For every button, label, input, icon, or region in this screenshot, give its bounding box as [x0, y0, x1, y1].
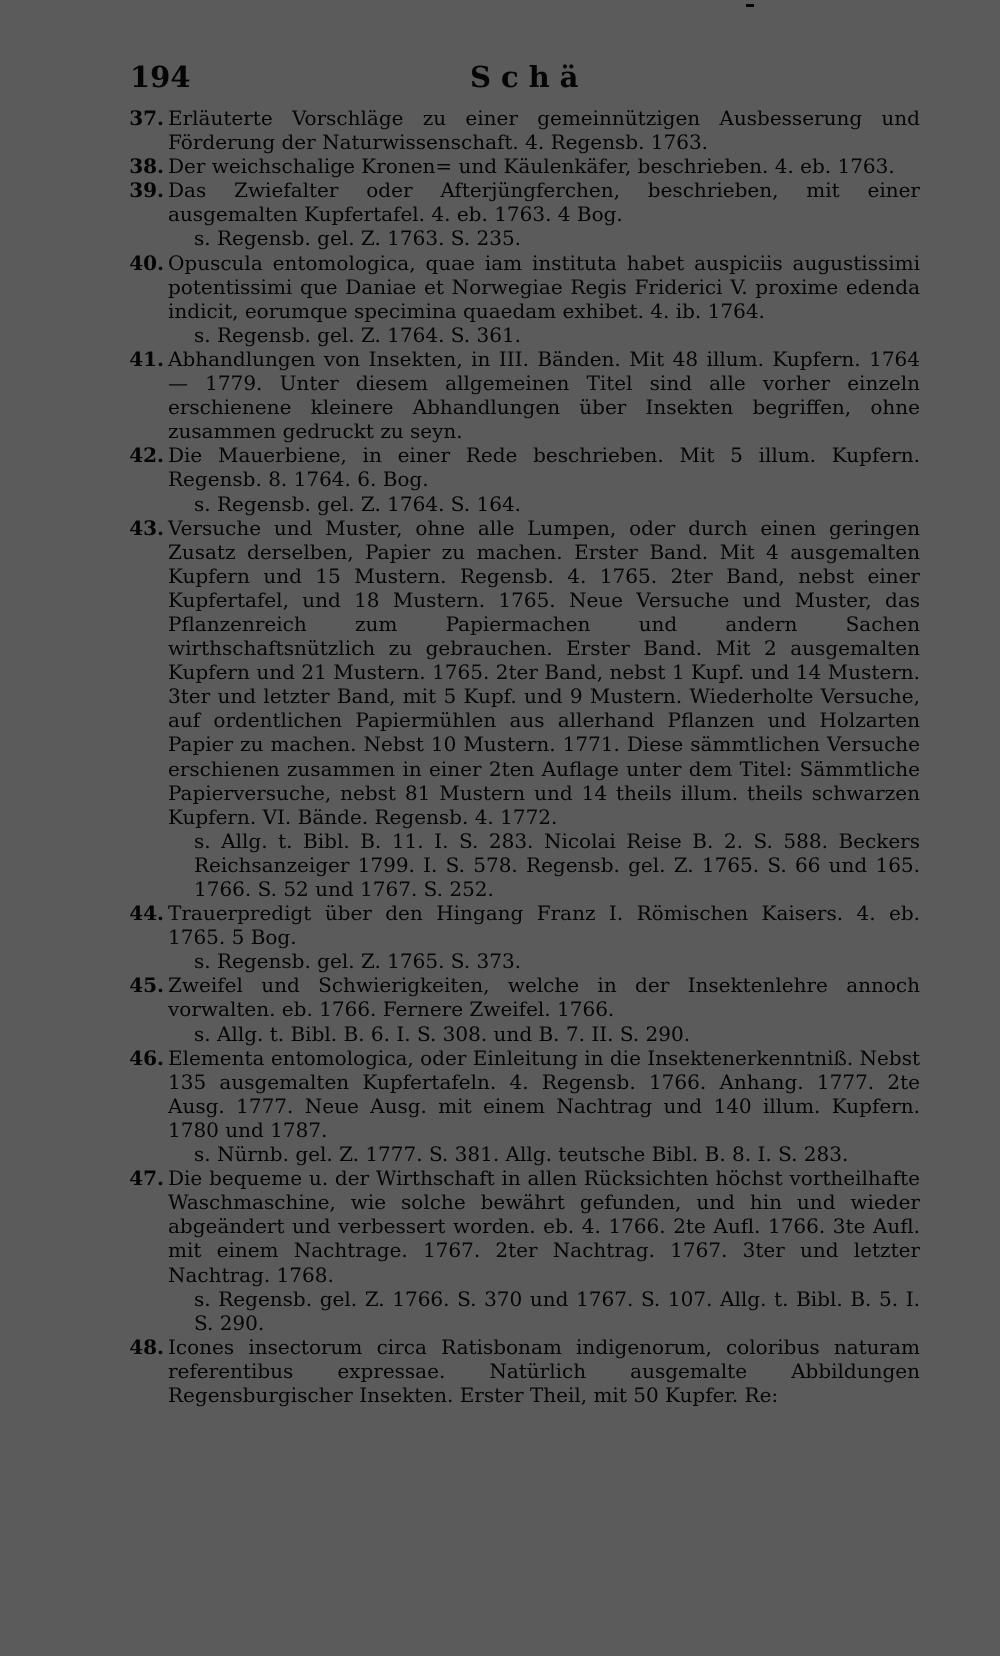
entry-text: Erläuterte Vorschläge zu einer gemeinnützigen Ausbesserung und Förderung der Naturwissenschaft. 4. Regensb. 1763.: [168, 106, 920, 155]
entry-text: Das Zwiefalter oder Afterjüngferchen, beschrieben, mit einer ausgemalten Kupfertafel. 4. eb. 1763. 4 Bog.: [168, 178, 920, 227]
entry-reference: s. Regensb. gel. Z. 1764. S. 361.: [194, 322, 522, 347]
bibliography-list: [108, 106, 920, 1407]
entry-number: 37.: [129, 106, 164, 130]
entry-reference: s. Regensb. gel. Z. 1766. S. 370 und 1767. S. 107. Allg. t. Bibl. B. 5. I. S. 290.: [194, 1286, 920, 1335]
entry-number: 38.: [129, 154, 164, 179]
entry-number: 46.: [129, 1045, 164, 1070]
bibliography-entry: [108, 106, 920, 154]
bibliography-entry: [108, 178, 920, 250]
entry-number: 43.: [129, 515, 164, 540]
entry-number: 40.: [129, 250, 164, 275]
page-header: [130, 60, 920, 104]
entry-reference: s. Regensb. gel. Z. 1764. S. 164.: [194, 491, 522, 516]
entry-text: Elementa entomologica, oder Einleitung in die Insektenerkenntniß. Nebst 135 ausgemalten Kupfertafeln. 4. Regensb. 1766. Anhang. 1777. 2te Ausg. 1777. Neue Ausg. mit einem Nachtrag und 140 illum. Kupfern. 1780 und 1787.: [168, 1045, 920, 1142]
entry-number: 45.: [129, 973, 164, 998]
page-number: 194: [130, 60, 191, 94]
entry-text: Versuche und Muster, ohne alle Lumpen, oder durch einen geringen Zusatz derselben, Papier zu machen. Erster Band. Mit 4 ausgemalten Kupfern und 15 Mustern. Regensb. 4. 1765. 2ter Band, nebst einer Kupfertafel, und 18 Mustern. 1765. Neue Versuche und Muster, das Pflanzenreich zum Papiermachen und andern Sachen wirthschaftsnützlich zu gebrauchen. Erster Band. Mit 2 ausgemalten Kupfern und 21 Mustern. 1765. 2ter Band, nebst 1 Kupf. und 14 Mustern. 3ter und letzter Band, mit 5 Kupf. und 9 Mustern. Wiederholte Versuche, auf ordentlichen Papiermühlen aus allerhand Pflanzen und Holzarten Papier zu machen. Nebst 10 Mustern. 1771. Diese sämmtlichen Versuche erschienen zusammen in einer 2ten Auflage unter dem Titel: Sämmtliche Papierversuche, nebst 81 Mustern und 14 theils illum. theils schwarzen Kupfern. VI. Bände. Regensb. 4. 1772.: [168, 515, 920, 829]
entry-reference: s. Regensb. gel. Z. 1763. S. 235.: [194, 226, 522, 251]
entry-number: 44.: [129, 901, 164, 926]
entry-number: 41.: [129, 346, 164, 371]
entry-number: 47.: [129, 1166, 164, 1191]
bibliography-entry: [108, 443, 920, 515]
bibliography-entry: [108, 1166, 920, 1335]
bibliography-entry: [108, 347, 920, 443]
bibliography-entry: [108, 154, 920, 178]
entry-reference: s. Nürnb. gel. Z. 1777. S. 381. Allg. teutsche Bibl. B. 8. I. S. 283.: [194, 1142, 849, 1167]
entry-text: Icones insectorum circa Ratisbonam indigenorum, coloribus naturam referentibus expressae. Natürlich ausgemalte Abbildungen Regensburgischer Insekten. Erster Theil, mit 50 Kupfer. Re:: [168, 1334, 920, 1407]
entry-text: Opuscula entomologica, quae iam instituta habet auspiciis augustissimi potentissimi que Daniae et Norwegiae Regis Friderici V. proxime edenda indicit, eorumque specimina quaedam exhibet. 4. ib. 1764.: [168, 250, 920, 323]
entry-number: 48.: [129, 1334, 164, 1359]
entry-reference: s. Regensb. gel. Z. 1765. S. 373.: [194, 949, 522, 974]
entry-reference: s. Allg. t. Bibl. B. 11. I. S. 283. Nicolai Reise B. 2. S. 588. Beckers Reichsanzeiger 1799. I. S. 578. Regensb. gel. Z. 1765. S. 66 und 165. 1766. S. 52 und 1767. S. 252.: [194, 828, 920, 901]
scan-mark: [746, 4, 754, 7]
entry-text: Der weichschalige Kronen= und Käulenkäfer, beschrieben. 4. eb. 1763.: [168, 154, 895, 179]
bibliography-entry: [108, 251, 920, 347]
bibliography-entry: [108, 516, 920, 902]
bibliography-entry: [108, 973, 920, 1045]
entry-text: Zweifel und Schwierigkeiten, welche in der Insektenlehre annoch vorwalten. eb. 1766. Fernere Zweifel. 1766.: [168, 973, 920, 1022]
entry-text: Die Mauerbiene, in einer Rede beschrieben. Mit 5 illum. Kupfern. Regensb. 8. 1764. 6. Bog.: [168, 443, 920, 492]
bibliography-entry: [108, 1335, 920, 1407]
entry-number: 39.: [129, 178, 164, 203]
bibliography-entry: [108, 901, 920, 973]
entry-reference: s. Allg. t. Bibl. B. 6. I. S. 308. und B. 7. II. S. 290.: [194, 1021, 691, 1046]
entry-text: Abhandlungen von Insekten, in III. Bänden. Mit 48 illum. Kupfern. 1764 — 1779. Unter diesem allgemeinen Titel sind alle vorher einzeln erschienene kleinere Abhandlungen über Insekten begriffen, ohne zusammen gedruckt zu seyn.: [168, 346, 920, 444]
entry-text: Trauerpredigt über den Hingang Franz I. Römischen Kaisers. 4. eb. 1765. 5 Bog.: [168, 901, 920, 950]
bibliography-entry: [108, 1046, 920, 1166]
entry-text: Die bequeme u. der Wirthschaft in allen Rücksichten höchst vortheilhafte Waschmaschine, wie solche bewährt gefunden, und hin und wieder abgeändert und verbessert worden. eb. 4. 1766. 2te Aufl. 1766. 3te Aufl. mit einem Nachtrage. 1767. 2ter Nachtrag. 1767. 3ter und letzter Nachtrag. 1768.: [168, 1166, 920, 1287]
entry-number: 42.: [129, 443, 164, 468]
running-head: Schä: [470, 60, 589, 94]
